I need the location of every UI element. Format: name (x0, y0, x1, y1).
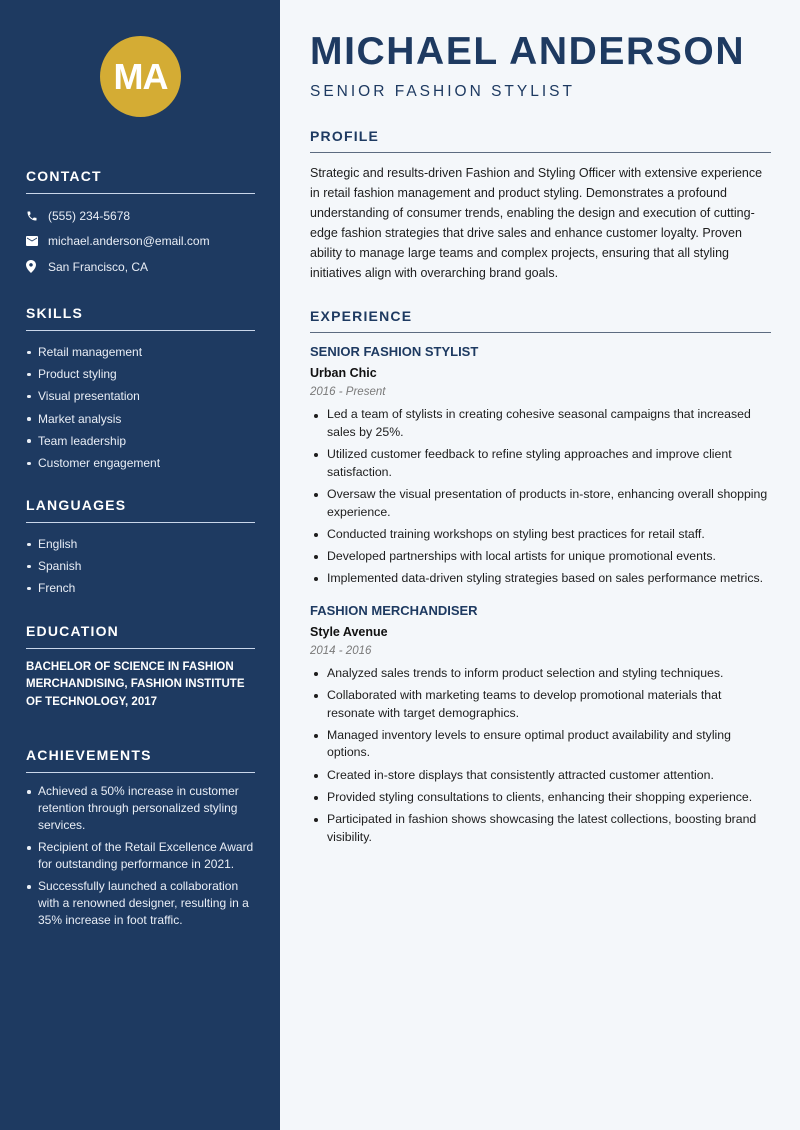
contact-email (26, 229, 255, 255)
skills-section (26, 305, 255, 474)
achievements-heading: ACHIEVEMENTS (26, 747, 255, 773)
skill-item: Visual presentation (26, 385, 255, 407)
language-item: English (26, 533, 255, 555)
email-icon (26, 236, 48, 246)
language-item: Spanish (26, 555, 255, 577)
skill-item: Team leadership (26, 430, 255, 452)
education-heading: EDUCATION (26, 623, 255, 649)
job-bullet: Created in-store displays that consistently attracted customer attention. (310, 767, 771, 785)
contact-section (26, 168, 255, 280)
skill-item: Market analysis (26, 408, 255, 430)
contact-heading: CONTACT (26, 168, 255, 194)
avatar-initials: MA (113, 55, 168, 97)
contact-email-text: michael.anderson@email.com (48, 234, 210, 249)
job-bullet: Managed inventory levels to ensure optimal product availability and styling options. (310, 727, 771, 763)
contact-location (26, 254, 255, 280)
job-company: Urban Chic (310, 366, 377, 380)
job-bullet: Analyzed sales trends to inform product selection and styling techniques. (310, 665, 771, 683)
avatar (100, 36, 181, 117)
location-pin-icon (26, 260, 48, 273)
candidate-title: SENIOR FASHION STYLIST (310, 83, 575, 100)
skill-item: Customer engagement (26, 452, 255, 474)
job-bullet: Oversaw the visual presentation of products in-store, enhancing overall shopping experience. (310, 486, 771, 522)
contact-location-text: San Francisco, CA (48, 259, 149, 274)
achievements-section (26, 747, 255, 934)
candidate-name: MICHAEL ANDERSON (310, 30, 746, 73)
phone-icon (26, 210, 48, 222)
job-bullet: Conducted training workshops on styling best practices for retail staff. (310, 526, 771, 544)
job-bullet: Collaborated with marketing teams to develop promotional materials that resonate with target demographics. (310, 687, 771, 723)
job-entry (310, 603, 771, 847)
achievement-item: Successfully launched a collaboration with a renowned designer, resulting in a 35% increase in foot traffic. (26, 878, 255, 929)
contact-phone-text: (555) 234-5678 (48, 208, 131, 223)
skill-item: Product styling (26, 363, 255, 385)
job-role: FASHION MERCHANDISER (310, 602, 478, 618)
profile-text: Strategic and results-driven Fashion and Styling Officer with extensive experience in retail fashion management and product styling. Demonstrates a profound understanding of consumer trends, enabling the design and execution of cutting-edge fashion strategies that drive sales and enhance customer loyalty. Proven ability to manage large teams and complex projects, ensuring that all styling initiatives align with overarching brand goals. (310, 166, 763, 280)
contact-phone (26, 203, 255, 229)
job-company: Style Avenue (310, 624, 388, 639)
job-dates: 2014 - 2016 (310, 644, 372, 657)
education-section (26, 623, 255, 711)
job-bullet: Provided styling consultations to clients, enhancing their shopping experience. (310, 789, 771, 807)
experience-heading: EXPERIENCE (310, 308, 771, 333)
job-dates: 2016 - Present (310, 386, 386, 398)
profile-section (310, 128, 771, 283)
sidebar (0, 0, 280, 1130)
languages-heading: LANGUAGES (26, 497, 255, 523)
experience-section (310, 308, 771, 851)
profile-heading: PROFILE (310, 128, 771, 153)
job-bullet: Developed partnerships with local artists for unique promotional events. (310, 548, 771, 566)
job-bullet: Implemented data-driven styling strategies based on sales performance metrics. (310, 570, 771, 588)
skill-item: Retail management (26, 341, 255, 363)
achievement-item: Achieved a 50% increase in customer retention through personalized styling services. (26, 783, 255, 834)
education-degree: BACHELOR OF SCIENCE IN FASHION MERCHANDISING, FASHION INSTITUTE OF TECHNOLOGY, 2017 (26, 661, 245, 708)
job-bullet: Led a team of stylists in creating cohesive seasonal campaigns that increased sales by 25%. (310, 406, 771, 442)
job-bullet: Participated in fashion shows showcasing the latest collections, boosting brand visibility. (310, 811, 771, 847)
skills-heading: SKILLS (26, 305, 255, 331)
achievement-item: Recipient of the Retail Excellence Award for outstanding performance in 2021. (26, 839, 255, 873)
languages-section (26, 497, 255, 600)
language-item: French (26, 577, 255, 599)
job-role: SENIOR FASHION STYLIST (310, 344, 479, 359)
job-entry (310, 344, 771, 588)
job-bullet: Utilized customer feedback to refine styling approaches and improve client satisfaction. (310, 446, 771, 482)
